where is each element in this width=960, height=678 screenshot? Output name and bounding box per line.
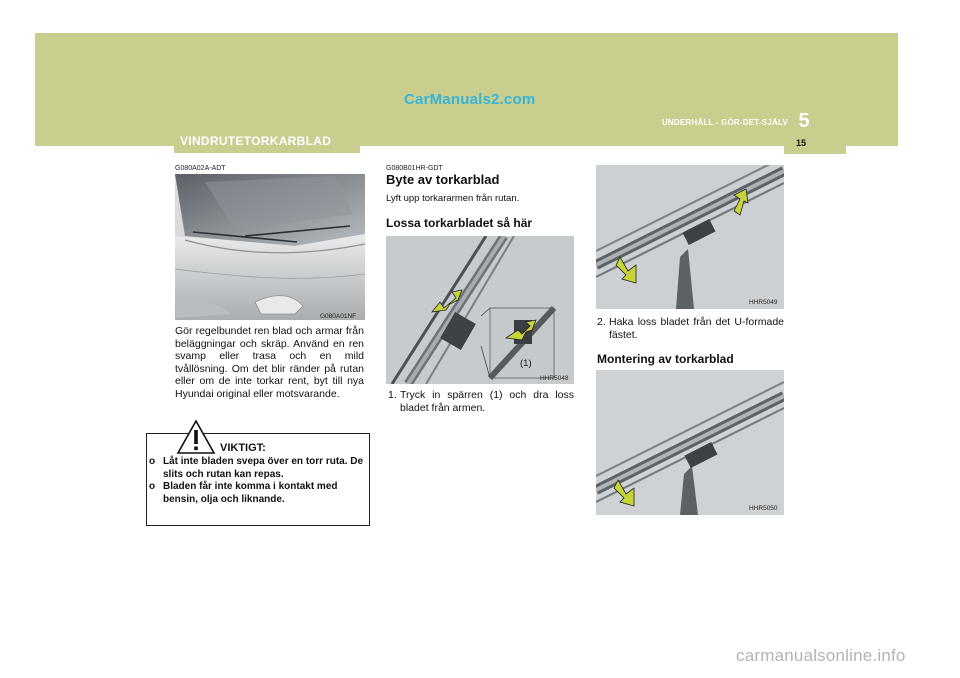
step-2 <box>597 316 784 341</box>
right-figure1-label: HHR5049 <box>749 299 778 306</box>
left-code: G080A02A-ADT <box>175 165 226 172</box>
left-paragraph: Gör regelbundet ren blad och armar från beläggningar och skräp. Använd en ren svamp eller trasa och en mild tvållösning. Om det blir ränder på rutan eller om de inte torkar rent, byt till nya Hyundai original eller motsvarande. <box>175 325 364 400</box>
step-text: Haka loss bladet från det U-formade fästet. <box>609 316 784 341</box>
header-band <box>35 33 898 146</box>
middle-figure-label: HHR5048 <box>540 375 569 382</box>
warning-item <box>149 456 365 481</box>
page-number: 15 <box>795 138 806 148</box>
middle-code: G080B01HR-GDT <box>386 165 443 172</box>
warning-list <box>149 456 365 506</box>
warning-item-text: Låt inte bladen svepa över en torr ruta. De slits och rutan kan repas. <box>163 456 364 480</box>
callout-one: (1) <box>520 358 532 369</box>
right-subheading: Montering av torkarblad <box>597 352 734 366</box>
release-blade-illustration <box>386 236 574 384</box>
middle-heading: Byte av torkarblad <box>386 172 500 187</box>
release-blade-figure <box>386 236 574 384</box>
step-text: Tryck in spärren (1) och dra loss bladet från armen. <box>400 389 574 414</box>
watermark-bottom-link[interactable]: carmanualsonline.info <box>736 646 906 665</box>
step-1 <box>388 389 574 414</box>
warning-triangle-icon <box>176 419 216 455</box>
chapter-title: UNDERHÅLL - GÖR-DET-SJÄLV <box>661 118 788 127</box>
section-tab <box>174 129 360 153</box>
install-blade-figure <box>596 370 784 515</box>
right-figure2-label: HHR5050 <box>749 505 778 512</box>
unhook-blade-figure <box>596 165 784 309</box>
warning-item-text: Bladen får inte komma i kontakt med bensin, olja och liknande. <box>163 481 338 505</box>
step-number: 1. <box>388 389 397 401</box>
chapter-number: 5 <box>798 110 810 132</box>
unhook-blade-illustration <box>596 165 784 309</box>
middle-subheading: Lossa torkarbladet så här <box>386 216 533 230</box>
car-hood-figure <box>175 174 365 320</box>
warning-title: VIKTIGT: <box>220 442 266 454</box>
watermark-top-link[interactable]: CarManuals2.com <box>404 91 536 108</box>
step-number: 2. <box>597 316 606 328</box>
section-title: VINDRUTETORKARBLAD <box>180 134 332 148</box>
car-hood-illustration <box>175 174 365 320</box>
warning-bullet: o <box>149 481 156 493</box>
install-blade-illustration <box>596 370 784 515</box>
middle-intro: Lyft upp torkararmen från rutan. <box>386 193 520 204</box>
warning-item <box>149 481 365 506</box>
warning-bullet: o <box>149 456 156 467</box>
left-figure-label: G080A01NF <box>320 313 357 320</box>
